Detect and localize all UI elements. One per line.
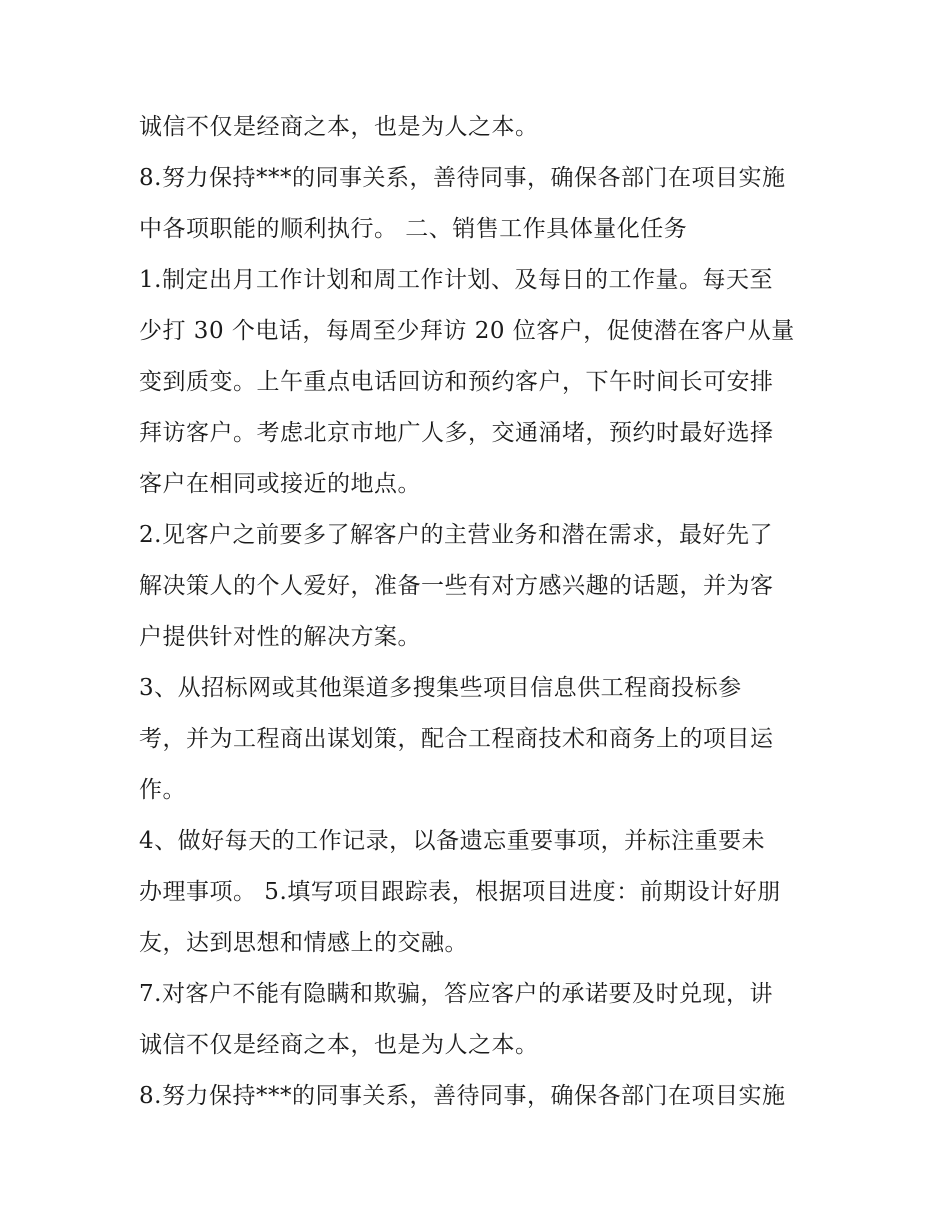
text-line: 8.努力保持***的同事关系，善待同事，确保各部门在项目实施 xyxy=(139,1083,786,1109)
text-line: 7.对客户不能有隐瞒和欺骗，答应客户的承诺要及时兑现，讲 xyxy=(139,981,773,1007)
text-line: 4、做好每天的工作记录，以备遗忘重要事项，并标注重要未 xyxy=(139,828,766,854)
text-line: 户提供针对性的解决方案。 xyxy=(139,624,421,650)
text-line: 办理事项。 5.填写项目跟踪表，根据项目进度：前期设计好朋 xyxy=(139,879,781,905)
text-line: 3、从招标网或其他渠道多搜集些项目信息供工程商投标参 xyxy=(139,675,742,701)
text-line: 考，并为工程商出谋划策，配合工程商技术和商务上的项目运 xyxy=(139,726,774,752)
text-line: 少打 30 个电话，每周至少拜访 20 位客户，促使潜在客户从量 xyxy=(139,318,795,344)
text-line: 1.制定出月工作计划和周工作计划、及每日的工作量。每天至 xyxy=(139,267,773,293)
text-line: 解决策人的个人爱好，准备一些有对方感兴趣的话题，并为客 xyxy=(139,573,774,599)
text-line: 变到质变。上午重点电话回访和预约客户，下午时间长可安排 xyxy=(139,369,774,395)
text-line: 2.见客户之前要多了解客户的主营业务和潜在需求，最好先了 xyxy=(139,522,773,548)
text-line: 诚信不仅是经商之本，也是为人之本。 xyxy=(139,1032,539,1058)
text-line: 友，达到思想和情感上的交融。 xyxy=(139,930,468,956)
text-line: 8.努力保持***的同事关系，善待同事，确保各部门在项目实施 xyxy=(139,165,786,191)
text-line: 拜访客户。考虑北京市地广人多，交通涌堵，预约时最好选择 xyxy=(139,420,774,446)
text-line: 诚信不仅是经商之本，也是为人之本。 xyxy=(139,114,539,140)
text-line: 客户在相同或接近的地点。 xyxy=(139,471,421,497)
text-line: 中各项职能的顺利执行。 二、销售工作具体量化任务 xyxy=(139,216,688,242)
document-body xyxy=(139,102,819,1122)
text-line: 作。 xyxy=(139,777,186,803)
